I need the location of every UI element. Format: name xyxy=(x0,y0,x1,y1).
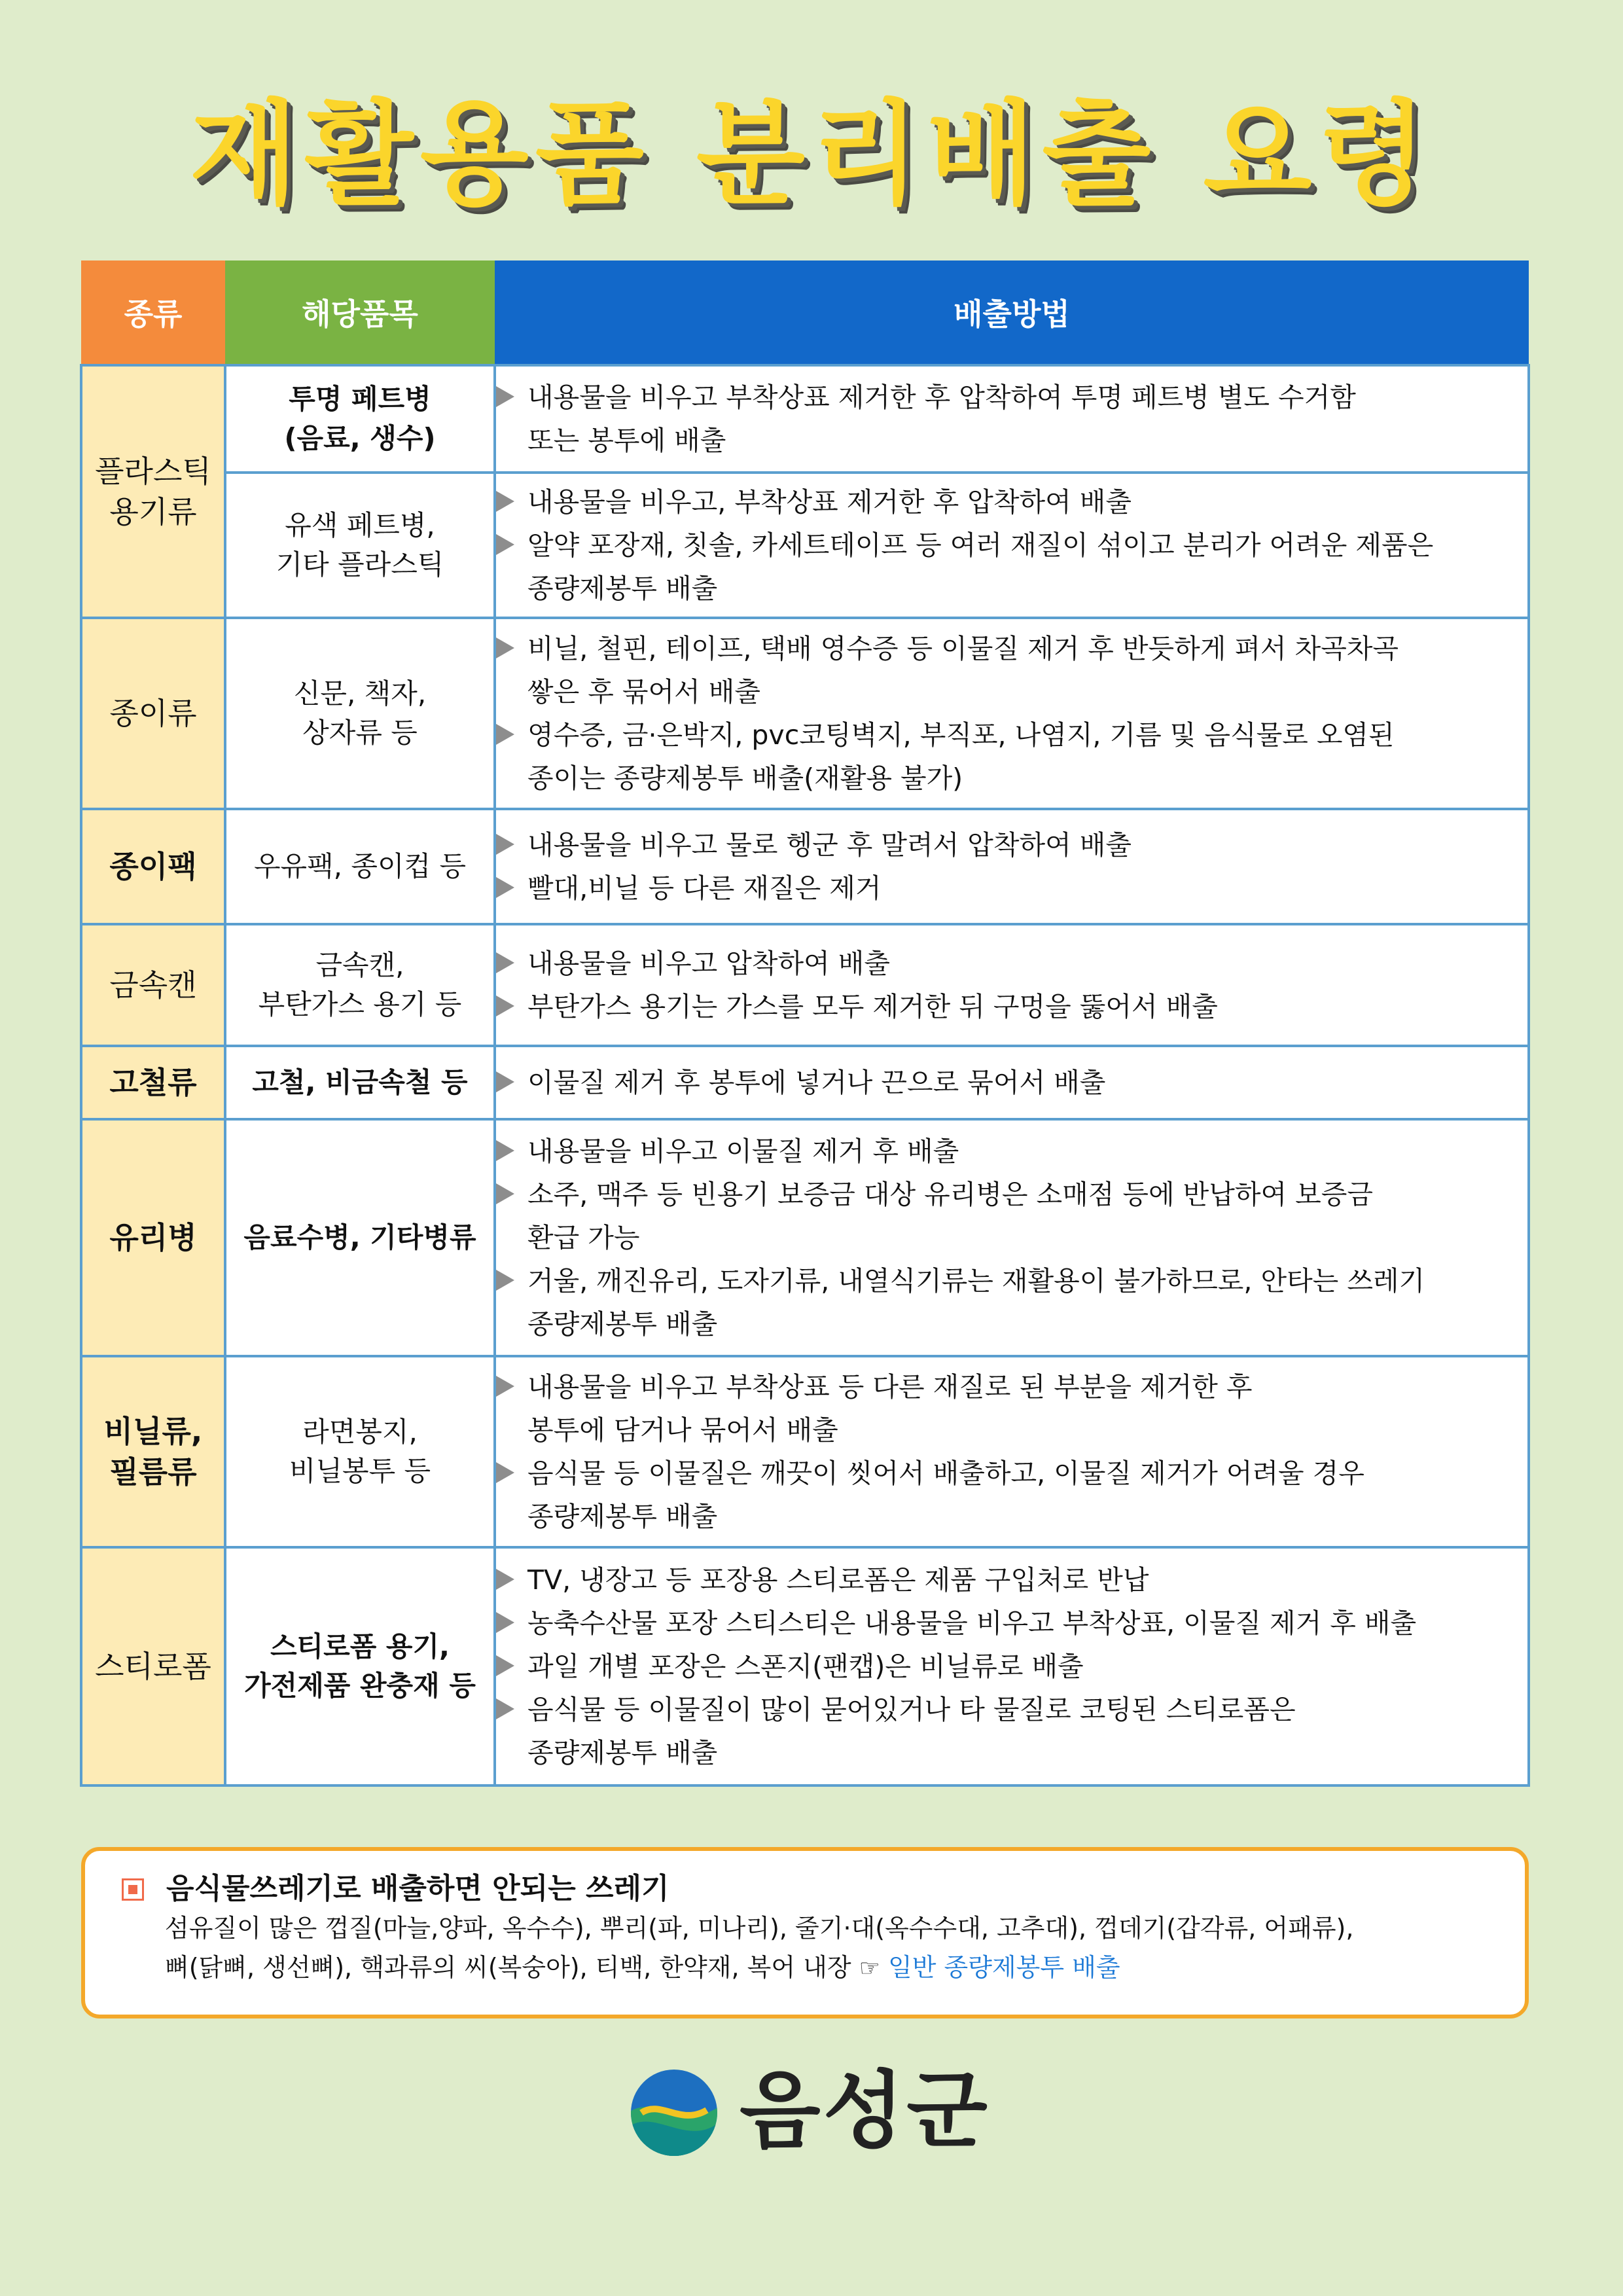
table-body xyxy=(81,365,1529,1785)
eumseong-logo xyxy=(628,2059,995,2164)
method-cell xyxy=(495,1356,1529,1547)
category-cell xyxy=(81,1547,225,1785)
category-cell-line: 스티로폼 xyxy=(95,1649,211,1684)
category-cell-line: 유리병 xyxy=(109,1220,197,1255)
table-row xyxy=(81,809,1529,924)
items-cell-line: 투명 페트병 xyxy=(289,383,431,415)
method-text: 내용물을 비우고 부착상표 제거한 후 압착하여 투명 페트병 별도 수거함 xyxy=(527,382,1356,413)
header-method: 배출방법 xyxy=(495,260,1529,365)
items-cell-line: 가전제품 완충재 등 xyxy=(244,1670,476,1702)
method-text: 음식물 등 이물질은 깨끗이 씻어서 배출하고, 이물질 제거가 어려울 경우 xyxy=(527,1458,1364,1489)
items-cell-line: 고철, 비금속철 등 xyxy=(252,1066,468,1098)
category-cell xyxy=(81,365,225,618)
method-text: 종이는 종량제봉투 배출(재활용 불가) xyxy=(527,762,963,794)
table-row xyxy=(81,473,1529,618)
method-cell xyxy=(495,473,1529,618)
items-cell xyxy=(225,1119,495,1356)
method-text: 내용물을 비우고 물로 헹군 후 말려서 압착하여 배출 xyxy=(527,829,1132,861)
triangle-bullet-icon xyxy=(496,834,514,855)
method-cell xyxy=(495,924,1529,1046)
method-text: 농축수산물 포장 스티스티은 내용물을 비우고 부착상표, 이물질 제거 후 배출 xyxy=(527,1607,1417,1639)
method-line xyxy=(496,419,1527,462)
triangle-bullet-icon xyxy=(496,1698,514,1719)
method-line xyxy=(496,867,1527,910)
items-cell-line: (음료, 생수) xyxy=(284,422,436,454)
method-text: 종량제봉투 배출 xyxy=(527,1308,718,1340)
method-text: 내용물을 비우고 이물질 제거 후 배출 xyxy=(527,1136,959,1167)
triangle-bullet-icon xyxy=(496,996,514,1016)
items-cell-line: 우유팩, 종이컵 등 xyxy=(253,850,467,882)
method-text: 봉투에 담거나 묶어서 배출 xyxy=(527,1414,838,1446)
triangle-bullet-icon xyxy=(496,877,514,898)
method-line xyxy=(496,1130,1527,1173)
items-cell-line: 비닐봉투 등 xyxy=(289,1455,431,1487)
method-line xyxy=(496,1216,1527,1259)
items-cell-line: 신문, 책자, xyxy=(293,677,427,709)
items-cell-line: 부탄가스 용기 등 xyxy=(258,988,462,1020)
triangle-bullet-icon xyxy=(496,1183,514,1204)
method-line xyxy=(496,1452,1527,1495)
category-cell-line: 고철류 xyxy=(109,1065,197,1100)
method-line xyxy=(496,1061,1527,1104)
method-line xyxy=(496,713,1527,757)
triangle-bullet-icon xyxy=(496,1462,514,1483)
method-text: 부탄가스 용기는 가스를 모두 제거한 뒤 구멍을 뚫어서 배출 xyxy=(527,991,1218,1022)
triangle-bullet-icon xyxy=(496,1270,514,1291)
method-text: TV, 냉장고 등 포장용 스티로폼은 제품 구입처로 반납 xyxy=(527,1564,1149,1596)
method-text: 내용물을 비우고 부착상표 등 다른 재질로 된 부분을 제거한 후 xyxy=(527,1371,1253,1403)
method-line xyxy=(496,985,1527,1028)
triangle-bullet-icon xyxy=(496,1569,514,1590)
pointing-hand-icon: ☞ xyxy=(859,1955,880,1982)
method-text: 쌓은 후 묶어서 배출 xyxy=(527,676,760,708)
triangle-bullet-icon xyxy=(496,1071,514,1092)
category-cell xyxy=(81,924,225,1046)
triangle-bullet-icon xyxy=(496,1376,514,1397)
method-line xyxy=(496,1495,1527,1538)
method-text: 이물질 제거 후 봉투에 넣거나 끈으로 묶어서 배출 xyxy=(527,1067,1106,1098)
triangle-bullet-icon xyxy=(496,637,514,658)
items-cell-line: 스티로폼 용기, xyxy=(270,1630,450,1662)
method-line xyxy=(496,1302,1527,1346)
items-cell xyxy=(225,924,495,1046)
method-line xyxy=(496,1602,1527,1645)
category-cell-line: 필름류 xyxy=(109,1454,197,1490)
note-heading xyxy=(122,1869,1488,1909)
category-cell-line: 금속캔 xyxy=(109,967,197,1003)
table-row xyxy=(81,618,1529,809)
triangle-bullet-icon xyxy=(496,491,514,512)
method-text: 종량제봉투 배출 xyxy=(527,573,718,604)
method-line xyxy=(496,1173,1527,1216)
method-text: 소주, 맥주 등 빈용기 보증금 대상 유리병은 소매점 등에 반납하여 보증금 xyxy=(527,1179,1373,1210)
food-waste-note xyxy=(81,1847,1529,2018)
method-text: 내용물을 비우고, 부착상표 제거한 후 압착하여 배출 xyxy=(527,486,1132,518)
items-cell xyxy=(225,618,495,809)
method-text: 환급 가능 xyxy=(527,1222,640,1253)
items-cell-line: 금속캔, xyxy=(315,949,404,981)
note-heading-text: 음식물쓰레기로 배출하면 안되는 쓰레기 xyxy=(166,1872,669,1905)
method-line xyxy=(496,376,1527,419)
method-line xyxy=(496,1408,1527,1452)
category-cell-line: 비닐류, xyxy=(103,1414,203,1449)
category-cell-line: 종이류 xyxy=(109,696,197,731)
method-cell xyxy=(495,809,1529,924)
note-disposal-text: 일반 종량제봉투 배출 xyxy=(888,1953,1120,1982)
table-header-row xyxy=(81,260,1529,365)
method-line xyxy=(496,1688,1527,1731)
method-text: 내용물을 비우고 압착하여 배출 xyxy=(527,948,890,979)
items-cell-line: 음료수병, 기타병류 xyxy=(243,1221,476,1253)
items-cell xyxy=(225,1547,495,1785)
category-cell-line: 종이팩 xyxy=(109,849,197,884)
method-line xyxy=(496,1645,1527,1688)
category-cell xyxy=(81,1119,225,1356)
method-line xyxy=(496,1558,1527,1602)
method-cell xyxy=(495,1547,1529,1785)
triangle-bullet-icon xyxy=(496,1140,514,1161)
category-cell-line: 플라스틱 xyxy=(95,454,211,489)
method-text: 또는 봉투에 배출 xyxy=(527,425,726,456)
method-line xyxy=(496,757,1527,800)
table-row xyxy=(81,1046,1529,1119)
items-cell xyxy=(225,809,495,924)
method-line xyxy=(496,1365,1527,1408)
method-text: 과일 개별 포장은 스폰지(팬캡)은 비닐류로 배출 xyxy=(527,1651,1084,1682)
category-cell xyxy=(81,1046,225,1119)
method-cell xyxy=(495,365,1529,473)
method-text: 빨대,비닐 등 다른 재질은 제거 xyxy=(527,872,882,904)
method-text: 종량제봉투 배출 xyxy=(527,1737,718,1768)
method-line xyxy=(496,670,1527,713)
method-cell xyxy=(495,1046,1529,1119)
category-cell xyxy=(81,1356,225,1547)
method-line xyxy=(496,480,1527,524)
triangle-bullet-icon xyxy=(496,386,514,407)
method-cell xyxy=(495,1119,1529,1356)
note-line-2 xyxy=(165,1948,1488,1988)
page-title: 재활용품 분리배출 요령 xyxy=(189,88,1434,220)
method-line xyxy=(496,524,1527,567)
logo-text: 음성군 xyxy=(740,2062,990,2160)
items-cell-line: 기타 플라스틱 xyxy=(276,548,444,581)
table-row xyxy=(81,924,1529,1046)
method-line xyxy=(496,823,1527,867)
method-line xyxy=(496,1259,1527,1302)
recycling-table xyxy=(80,260,1530,1787)
method-text: 거울, 깨진유리, 도자기류, 내열식기류는 재활용이 불가하므로, 안타는 쓰레기 xyxy=(527,1265,1425,1297)
square-bullet-icon xyxy=(122,1878,144,1901)
method-text: 음식물 등 이물질이 많이 묻어있거나 타 물질로 코팅된 스티로폼은 xyxy=(527,1694,1296,1725)
items-cell xyxy=(225,473,495,618)
items-cell-line: 라면봉지, xyxy=(302,1416,418,1448)
header-items: 해당품목 xyxy=(225,260,495,365)
note-line-2-text: 뼈(닭뼈, 생선뼈), 핵과류의 씨(복숭아), 티백, 한약재, 복어 내장 xyxy=(165,1953,851,1982)
items-cell xyxy=(225,1356,495,1547)
header-category: 종류 xyxy=(81,260,225,365)
table-row xyxy=(81,1119,1529,1356)
triangle-bullet-icon xyxy=(496,952,514,973)
table-row xyxy=(81,365,1529,473)
category-cell xyxy=(81,809,225,924)
items-cell xyxy=(225,1046,495,1119)
triangle-bullet-icon xyxy=(496,724,514,745)
triangle-bullet-icon xyxy=(496,1655,514,1676)
category-cell-line: 용기류 xyxy=(109,494,197,529)
triangle-bullet-icon xyxy=(496,1612,514,1633)
method-text: 알약 포장재, 칫솔, 카세트테이프 등 여러 재질이 섞이고 분리가 어려운 제품은 xyxy=(527,529,1434,561)
note-body xyxy=(85,1909,1488,1988)
method-line xyxy=(496,567,1527,610)
method-text: 영수증, 금·은박지, pvc코팅벽지, 부직포, 나염지, 기름 및 음식물로 오염된 xyxy=(527,719,1395,751)
items-cell-line: 유색 페트병, xyxy=(285,509,435,541)
method-text: 비닐, 철핀, 테이프, 택배 영수증 등 이물질 제거 후 반듯하게 펴서 차곡차곡 xyxy=(527,633,1399,664)
table-row xyxy=(81,1547,1529,1785)
triangle-bullet-icon xyxy=(496,534,514,555)
items-cell-line: 상자류 등 xyxy=(302,717,418,749)
table-row xyxy=(81,1356,1529,1547)
method-line xyxy=(496,1731,1527,1774)
method-line xyxy=(496,627,1527,670)
method-text: 종량제봉투 배출 xyxy=(527,1501,718,1532)
items-cell xyxy=(225,365,495,473)
category-cell xyxy=(81,618,225,809)
note-line-1: 섬유질이 많은 껍질(마늘,양파, 옥수수), 뿌리(파, 미나리), 줄기·대(옥수수대, 고추대), 껍데기(갑각류, 어패류), xyxy=(165,1914,1354,1943)
method-line xyxy=(496,942,1527,985)
eumseong-emblem-icon xyxy=(628,2067,720,2159)
method-cell xyxy=(495,618,1529,809)
